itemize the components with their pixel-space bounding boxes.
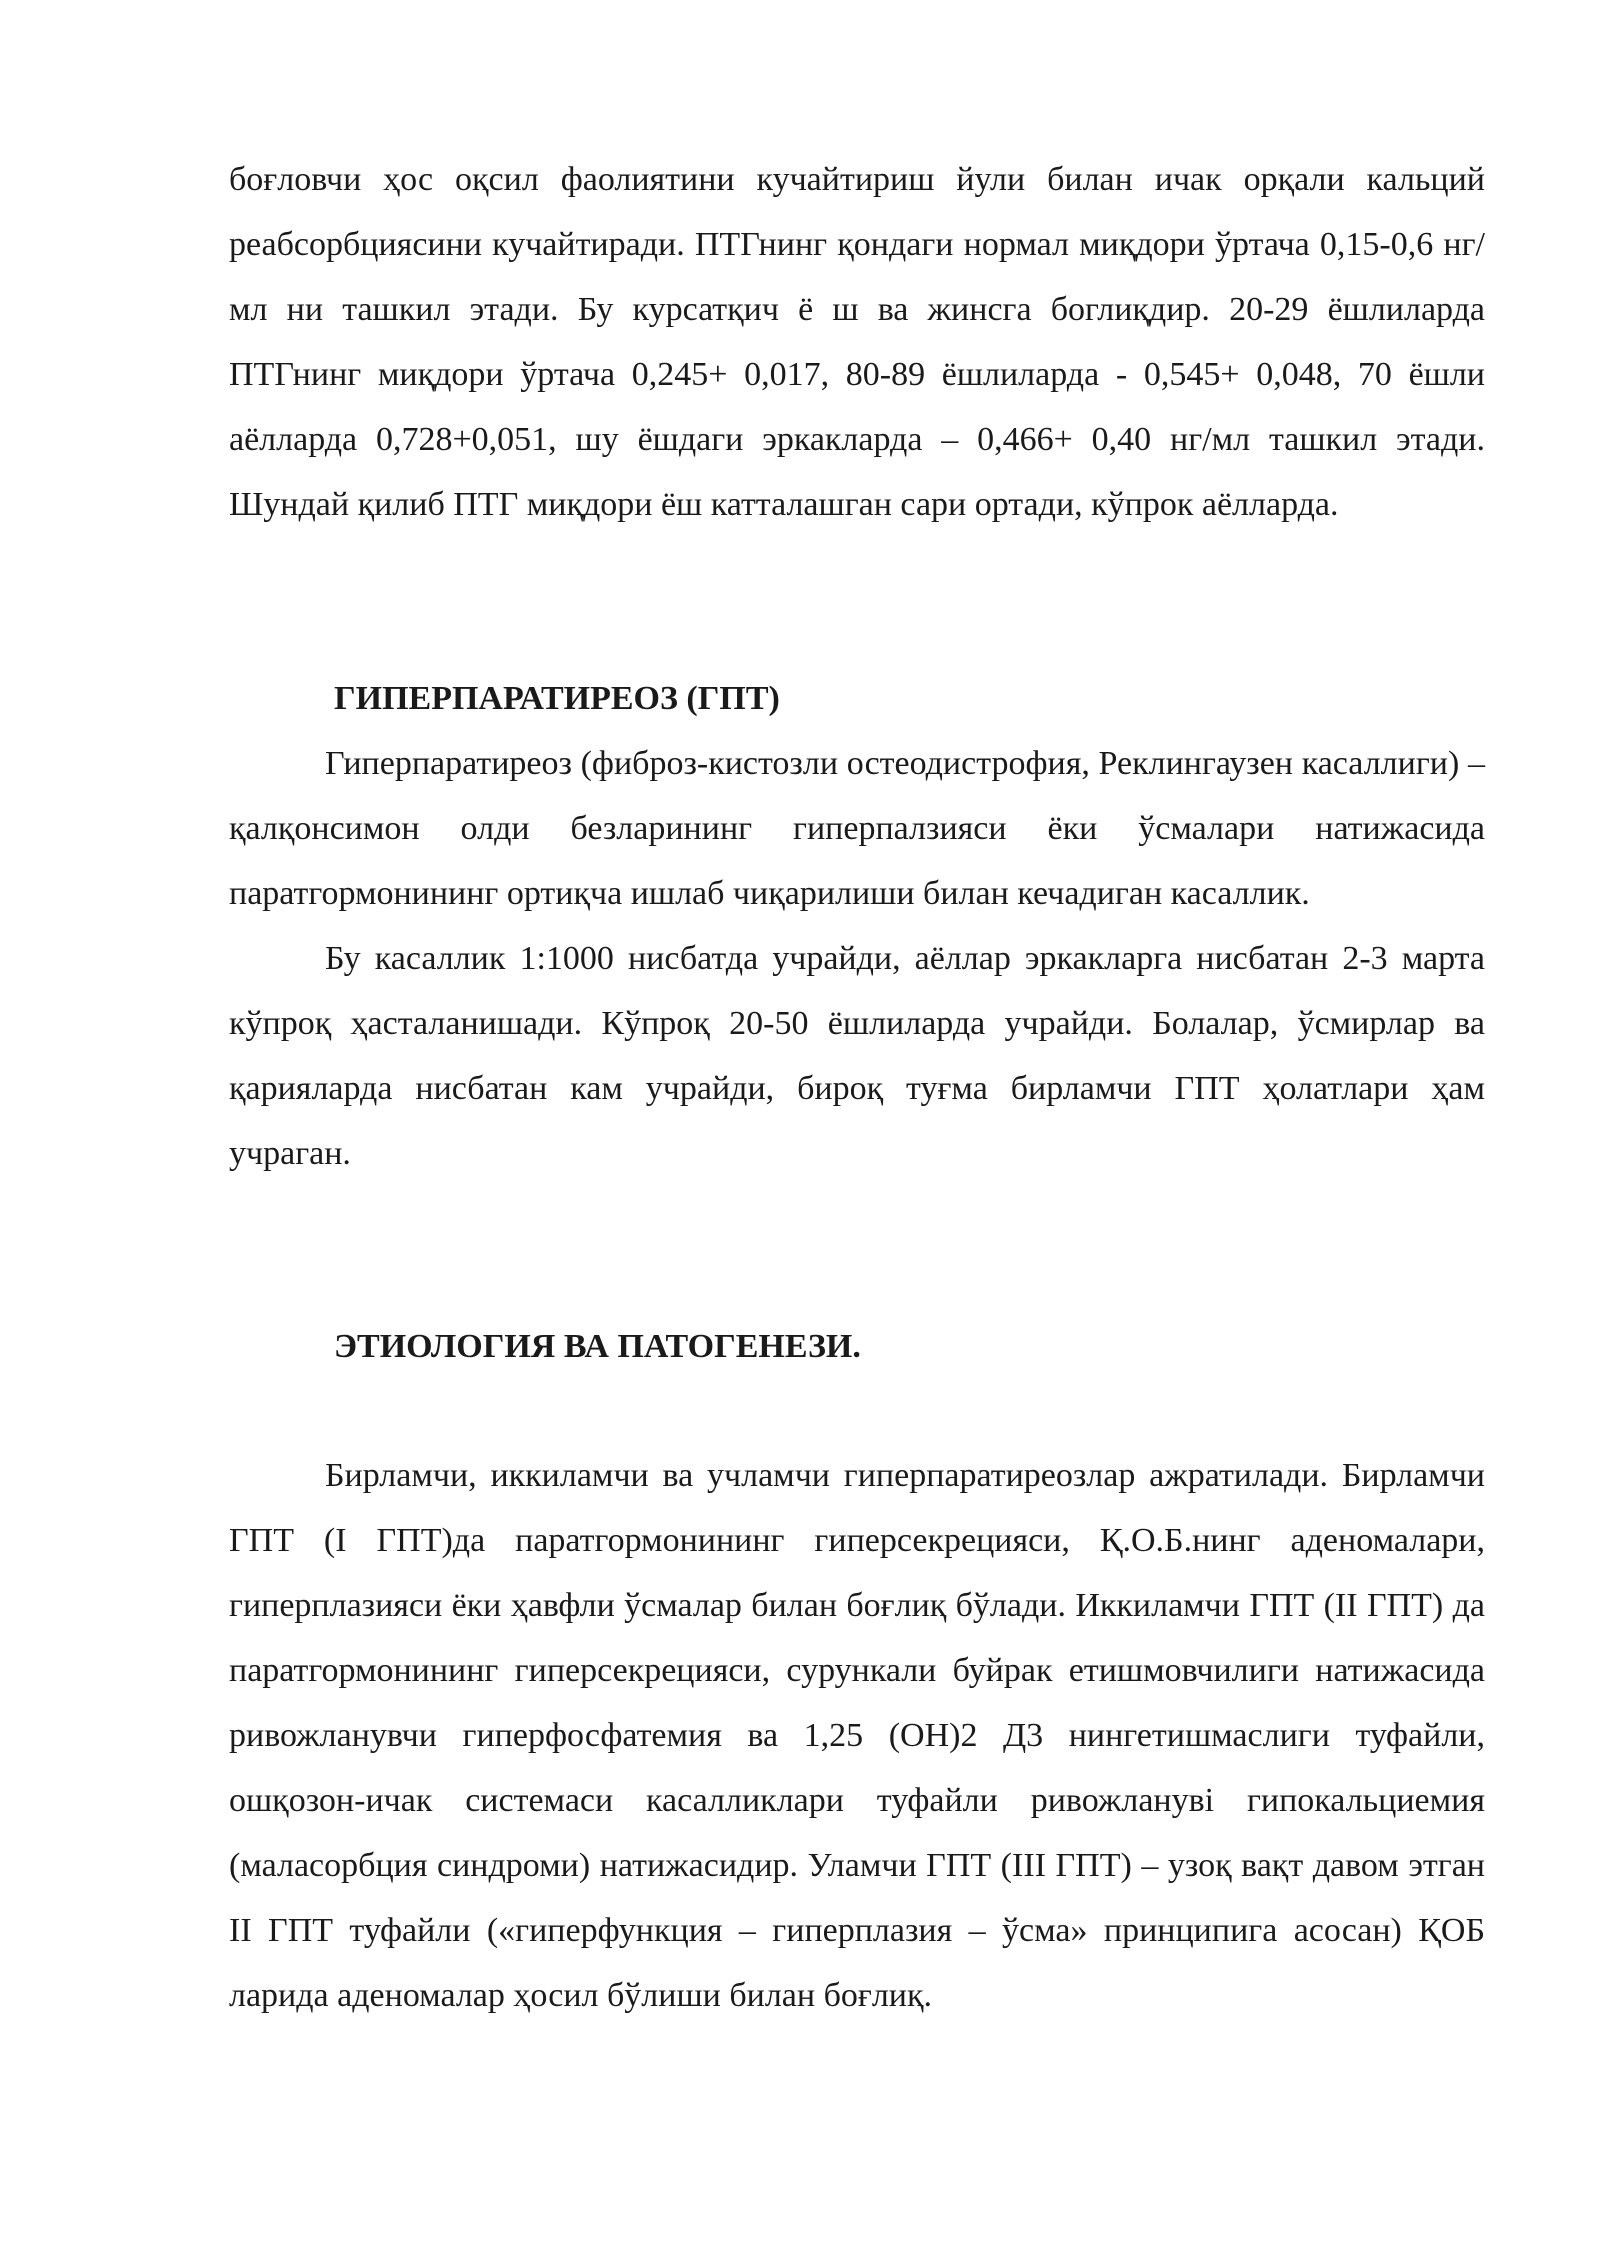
section-heading-hyperparathyroidism: ГИПЕРПАРАТИРЕОЗ (ГПТ) (334, 680, 780, 717)
paragraph-definition-block (229, 731, 1485, 1186)
paragraph-etiology: Бирламчи, иккиламчи ва учламчи гиперпаратиреозлар ажратилади. Бирламчи ГПТ (I ГПТ)да паратгормонининг гиперсекрецияси, Қ.О.Б.нинг аденомалари, гиперплазияси ёки ҳавфли ўсмалар билан боғлиқ бўлади. Иккиламчи ГПТ (II ГПТ) да паратгормонининг гиперсекрецияси, сурункали буйрак етишмовчилиги натижасида ривожланувчи гиперфосфатемия ва 1,25 (ОН)2 Д3 нингетишмаслиги туфайли, ошқозон-ичак системаси касалликлари туфайли ривожланувi гипокальциемия (маласорбция синдроми) натижасидир. Уламчи ГПТ (III ГПТ) – узоқ вақт давом этган II ГПТ туфайли («гиперфункция – гиперплазия – ўсма» принципига асосан) ҚОБ ларида аденомалар ҳосил бўлиши билан боғлиқ. (229, 1457, 1485, 2014)
paragraph-ptg-levels (229, 147, 1485, 537)
section-heading-etiology: ЭТИОЛОГИЯ ВА ПАТОГЕНЕЗИ. (334, 1328, 861, 1365)
paragraph-prevalence: Бу касаллик 1:1000 нисбатда учрайди, аёллар эркакларга нисбатан 2-3 марта кўпроқ ҳасталанишади. Кўпроқ 20-50 ёшлиларда учрайди. Болалар, ўсмирлар ва қарияларда нисбатан кам учрайди, бироқ туғма бирламчи ГПТ ҳолатлари ҳам учраган. (229, 940, 1485, 1172)
paragraph-etiology-block (229, 1443, 1485, 2028)
paragraph-definition: Гиперпаратиреоз (фиброз-кистозли остеодистрофия, Реклингаузен касаллиги) – қалқонсимон олди безларининг гиперпалзияси ёки ўсмалари натижасида паратгормонининг ортиқча ишлаб чиқарилиши билан кечадиган касаллик. (229, 745, 1485, 912)
paragraph-text: боғловчи ҳос оқсил фаолиятини кучайтириш йули билан ичак орқали кальций реабсорбциясини кучайтиради. ПТГнинг қондаги нормал миқдори ўртача 0,15-0,6 нг/мл ни ташкил этади. Бу курсатқич ё ш ва жинсга боглиқдир. 20-29 ёшлиларда ПТГнинг миқдори ўртача 0,245+ 0,017, 80-89 ёшлиларда - 0,545+ 0,048, 70 ёшли аёлларда 0,728+0,051, шу ёшдаги эркакларда – 0,466+ 0,40 нг/мл ташкил этади. Шундай қилиб ПТГ миқдори ёш катталашган сари ортади, кўпрок аёлларда. (229, 161, 1485, 523)
